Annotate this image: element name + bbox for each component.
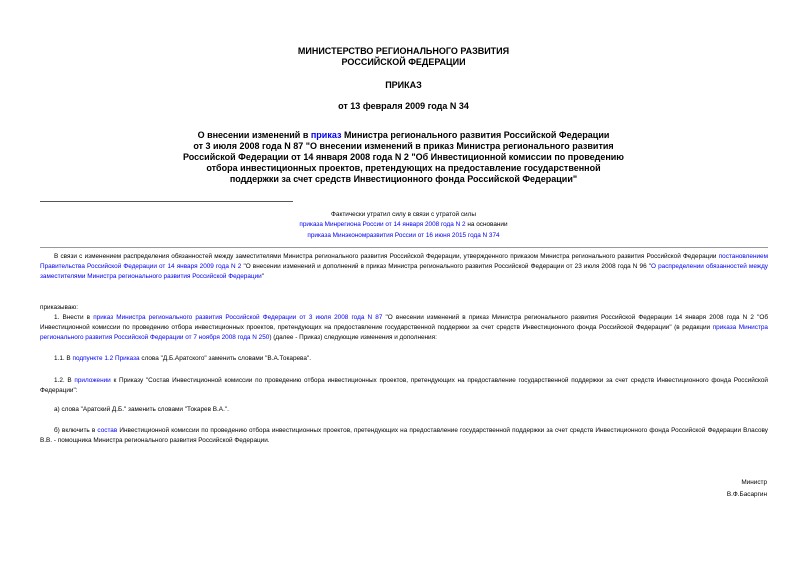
link-order-250[interactable]: приказа Министра регионального развития Российской Федерации от 7 ноября 2008 года N 250	[40, 324, 768, 341]
title-line3: Российской Федерации от 14 января 2008 года N 2 "Об Инвестиционной комиссии по проведению	[183, 152, 624, 162]
title-line5: поддержки за счет средств Инвестиционного фонда Российской Федерации"	[229, 174, 578, 184]
paragraph-preamble	[40, 252, 768, 282]
item11-text-2: слова "Д.Б.Аратского" заменить словами "В.А.Токарева".	[139, 355, 311, 362]
preamble-text-1: В связи с изменением распределения обязанностей между заместителями Министра регионального развития Российской Федерации, утвержденного приказом Министра регионального развития Российской Федерации	[54, 253, 719, 260]
paragraph-item-1-2	[40, 376, 768, 396]
item1-text-1: 1. Внести в	[54, 314, 94, 321]
divider-short	[40, 201, 293, 202]
note-line2	[0, 220, 807, 230]
link-government-decree[interactable]: постановлением Правительства Российской Федерации от 14 января 2009 года N 2	[40, 253, 768, 270]
paragraph-item-1-1	[40, 354, 768, 364]
paragraph-order-word: приказываю:	[40, 304, 78, 311]
paragraph-item-1	[40, 313, 768, 343]
document-date: от 13 февраля 2009 года N 34	[338, 101, 469, 111]
title-line1-rest: Министра регионального развития Российской Федерации	[341, 130, 610, 140]
title-line1	[0, 130, 807, 141]
divider-long	[40, 247, 768, 248]
item11-text-1: 1.1. В	[54, 355, 73, 362]
title-link-order[interactable]: приказ	[310, 130, 342, 140]
preamble-text-2: "О внесении изменений и дополнений в приказ Министра регионального развития Российской Федерации от 23 июля 2008 года N 96 "	[241, 263, 652, 270]
item12-text-1: 1.2. В	[54, 377, 75, 384]
itemb-text-1: б) включить в	[54, 427, 98, 434]
link-commission-composition[interactable]: состав	[97, 427, 118, 434]
signature-position: Министр	[741, 479, 767, 486]
title-prefix: О внесении изменений в	[197, 130, 311, 140]
paragraph-item-a: а) слова "Аратский Д.Б." заменить словами "Токарев В.А.".	[54, 406, 229, 413]
link-subclause-1-2[interactable]: подпункте 1.2 Приказа	[72, 355, 140, 362]
document-type: ПРИКАЗ	[385, 80, 422, 90]
note-line3	[0, 231, 807, 241]
ministry-name-line1: МИНИСТЕРСТВО РЕГИОНАЛЬНОГО РАЗВИТИЯ	[297, 46, 510, 56]
link-order-87[interactable]: приказ Министра регионального развития Российской Федерации от 3 июля 2008 года N 87	[93, 314, 383, 321]
signature-name: В.Ф.Басаргин	[726, 491, 767, 498]
link-distribution-order[interactable]: О распределении обязанностей между заместителями Министра регионального развития Российской Федерации	[40, 263, 768, 280]
itemb-text-2: Инвестиционной комиссии по проведению отбора инвестиционных проектов, претендующих на предоставление государственной поддержки за счет средств Инвестиционного фонда Российской Федерации Власову В.В. - помощника Министра регионального развития Российской Федерации.	[40, 427, 768, 444]
item12-text-2: к Приказу "Состав Инвестиционной комиссии по проведению отбора инвестиционных проектов, претендующих на предоставление государственной поддержки за счет средств Инвестиционного фонда Российской Федерации":	[40, 377, 768, 394]
ministry-name-line2: РОССИЙСКОЙ ФЕДЕРАЦИИ	[341, 57, 466, 67]
title-line2: от 3 июля 2008 года N 87 "О внесении изменений в приказ Министра регионального развития	[193, 141, 614, 151]
item1-text-2: "О внесении изменений в приказ Министра регионального развития Российской Федерации 14 января 2008 года N 2 "Об Инвестиционной комиссии по проведению отбора инвестиционных проектов, претендующих на предоставление государственной поддержки за счет средств Инвестиционного фонда Российской Федерации" (в редакции	[40, 314, 768, 331]
note-link-order-2008[interactable]: приказа Минрегиона России от 14 января 2008 года N 2	[299, 221, 466, 228]
link-appendix[interactable]: приложении	[74, 377, 111, 384]
paragraph-item-b	[40, 426, 768, 446]
note-link1-after: на основании	[465, 221, 508, 228]
title-line4: отбора инвестиционных проектов, претендующих на предоставление государственной	[206, 163, 601, 173]
note-line1: Фактически утратил силу в связи с утратой силы	[331, 211, 476, 218]
preamble-text-3: "	[261, 273, 264, 280]
item1-text-3: ) (далее - Приказ) следующие изменения и дополнения:	[269, 334, 437, 341]
note-link-order-2015[interactable]: приказа Минэкономразвития России от 16 июня 2015 года N 374	[307, 232, 500, 239]
